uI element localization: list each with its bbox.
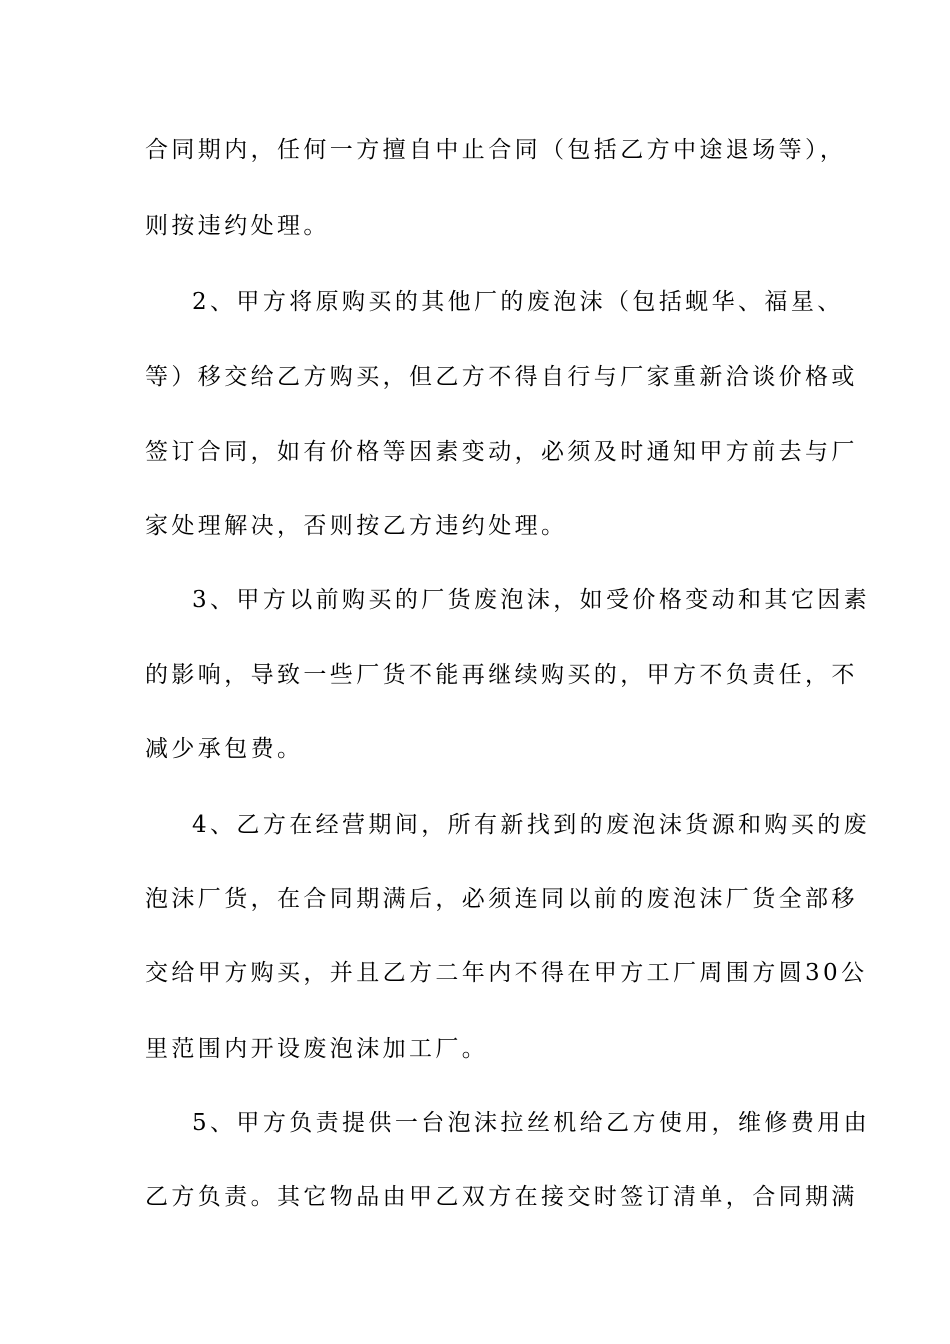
text-line-7: 3、甲方以前购买的厂货废泡沫，如受价格变动和其它因素 xyxy=(192,587,871,613)
text-line-9: 减少承包费。 xyxy=(145,736,304,762)
text-line-2: 则按违约处理。 xyxy=(145,213,330,239)
text-line-15: 乙方负责。其它物品由甲乙双方在接交时签订清单，合同期满 xyxy=(145,1184,858,1210)
text-line-12: 交给甲方购买，并且乙方二年内不得在甲方工厂周围方圆30公 xyxy=(145,960,868,986)
text-line-6: 家处理解决，否则按乙方违约处理。 xyxy=(145,513,568,539)
text-line-5: 签订合同，如有价格等因素变动，必须及时通知甲方前去与厂 xyxy=(145,439,858,465)
text-line-8: 的影响，导致一些厂货不能再继续购买的，甲方不负责任，不 xyxy=(145,662,858,688)
text-line-10: 4、乙方在经营期间，所有新找到的废泡沫货源和购买的废 xyxy=(192,812,871,838)
text-line-4: 等）移交给乙方购买，但乙方不得自行与厂家重新洽谈价格或 xyxy=(145,364,858,390)
text-line-1: 合同期内，任何一方擅自中止合同（包括乙方中途退场等）， xyxy=(145,137,847,163)
text-line-14: 5、甲方负责提供一台泡沫拉丝机给乙方使用，维修费用由 xyxy=(192,1110,871,1136)
text-line-13: 里范围内开设废泡沫加工厂。 xyxy=(145,1036,489,1062)
text-line-11: 泡沫厂货，在合同期满后，必须连同以前的废泡沫厂货全部移 xyxy=(145,886,858,912)
text-line-3: 2、甲方将原购买的其他厂的废泡沫（包括蚬华、福星、 xyxy=(192,289,844,315)
